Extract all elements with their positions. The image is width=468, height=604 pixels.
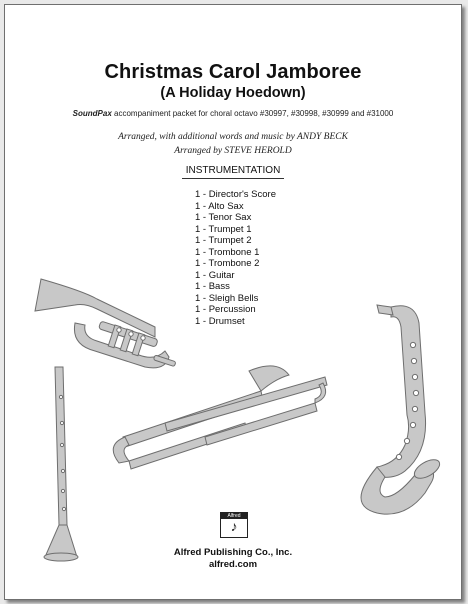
list-item: 1 - Tenor Sax <box>195 212 252 223</box>
alfred-logo-mark: ♪ <box>230 520 238 535</box>
soundpax-text: accompaniment packet for choral octavo #30997, #30998, #30999 and #31000 <box>114 109 394 118</box>
list-item: 1 - Percussion <box>195 304 256 315</box>
alfred-logo-label: Alfred <box>221 513 247 519</box>
page-title: Christmas Carol Jamboree <box>104 61 362 83</box>
arranger-credit-2: Arranged by STEVE HEROLD <box>174 146 292 156</box>
instrument-illustrations <box>5 5 461 599</box>
list-item: 1 - Drumset <box>195 315 245 327</box>
alfred-logo <box>220 512 248 538</box>
list-item: 1 - Bass <box>195 281 230 292</box>
list-item: 1 - Trombone 2 <box>195 258 260 269</box>
publisher-name: Alfred Publishing Co., Inc. <box>173 547 293 558</box>
list-item: 1 - Trumpet 1 <box>195 223 252 235</box>
list-item: 1 - Alto Sax <box>195 200 244 212</box>
soundpax-brand: SoundPax <box>72 109 112 118</box>
saxophone-icon <box>361 305 443 514</box>
page-subtitle: (A Holiday Hoedown) <box>160 85 306 101</box>
cover-page <box>4 4 462 600</box>
arranger-credit: Arranged, with additional words and music by ANDY BECK <box>118 132 348 142</box>
trombone-icon <box>113 366 327 469</box>
list-item: 1 - Director's Score <box>195 189 277 200</box>
trumpet-icon <box>35 279 176 368</box>
publisher-website: alfred.com <box>208 559 258 570</box>
instrumentation-heading: INSTRUMENTATION <box>182 165 284 179</box>
list-item: 1 - Guitar <box>195 269 235 281</box>
clarinet-icon <box>44 367 78 561</box>
list-item: 1 - Trumpet 2 <box>195 235 252 246</box>
list-item: 1 - Trombone 1 <box>195 246 260 258</box>
list-item: 1 - Sleigh Bells <box>195 292 259 304</box>
